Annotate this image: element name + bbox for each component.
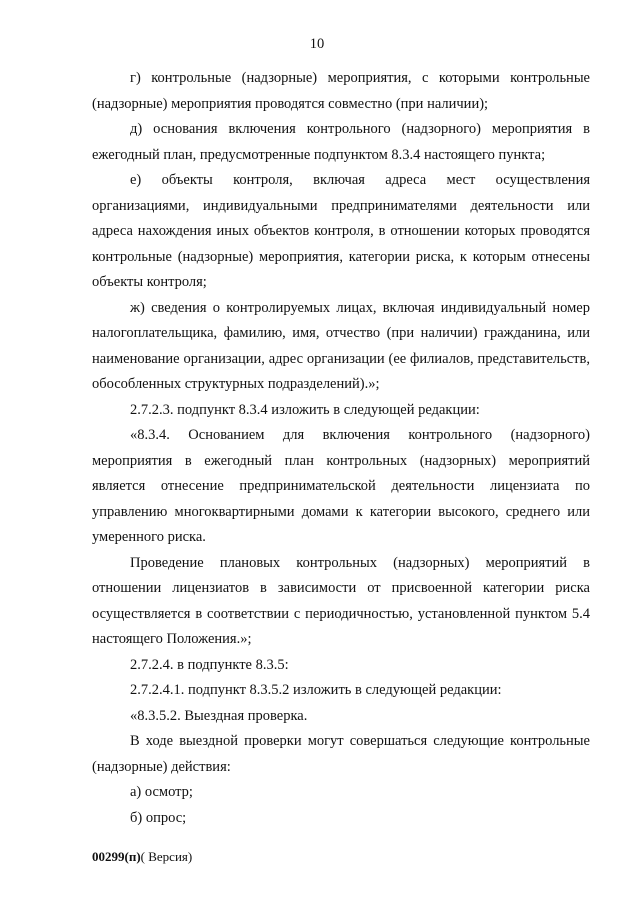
page-number: 10: [309, 36, 325, 52]
document-body: [92, 66, 590, 831]
list-item-b: б) опрос;: [130, 809, 187, 826]
footer-version: ( Версия): [140, 849, 193, 864]
paragraph-2-7-2-3: 2.7.2.3. подпункт 8.3.4 изложить в следующей редакции:: [130, 401, 480, 418]
list-item-a: а) осмотр;: [130, 784, 193, 800]
paragraph-d: д) основания включения контрольного (надзорного) мероприятия в ежегодный план, предусмотренные подпунктом 8.3.4 настоящего пункта;: [92, 121, 590, 163]
paragraph-planned-inspections: Проведение плановых контрольных (надзорных) мероприятий в отношении лицензиатов в зависимости от присвоенной категории риска осуществляется в соответствии с периодичностью, установленной пунктом 5.4 настоящего Положения.»;: [92, 554, 590, 647]
footer-document-code: [92, 849, 192, 865]
paragraph-2-7-2-4: 2.7.2.4. в подпункте 8.3.5:: [130, 656, 289, 673]
paragraph-8-3-5-2: «8.3.5.2. Выездная проверка.: [130, 707, 308, 724]
paragraph-field-inspection-actions: В ходе выездной проверки могут совершаться следующие контрольные (надзорные) действия:: [92, 733, 590, 775]
paragraph-2-7-2-4-1: 2.7.2.4.1. подпункт 8.3.5.2 изложить в следующей редакции:: [130, 682, 502, 698]
paragraph-e: е) объекты контроля, включая адреса мест осуществления организациями, индивидуальными предпринимателями деятельности или адреса нахождения иных объектов контроля, в отношении которых проводятся контрольные (надзорные) мероприятия, категории риска, к которым отнесены объекты контроля;: [92, 172, 590, 290]
paragraph-g: г) контрольные (надзорные) мероприятия, с которыми контрольные (надзорные) мероприятия проводятся совместно (при наличии);: [92, 70, 590, 112]
footer-code: 00299(п): [92, 849, 141, 864]
paragraph-zh: ж) сведения о контролируемых лицах, включая индивидуальный номер налогоплательщика, фамилию, имя, отчество (при наличии) гражданина, или наименование организации, адрес организации (ее филиалов, представительств, обособленных структурных подразделений).»;: [92, 299, 590, 392]
paragraph-8-3-4: «8.3.4. Основанием для включения контрольного (надзорного) мероприятия в ежегодный план контрольных (надзорных) мероприятий является отнесение предпринимательской деятельности лицензиата по управлению многоквартирными домами к категории высокого, среднего или умеренного риска.: [92, 427, 590, 545]
